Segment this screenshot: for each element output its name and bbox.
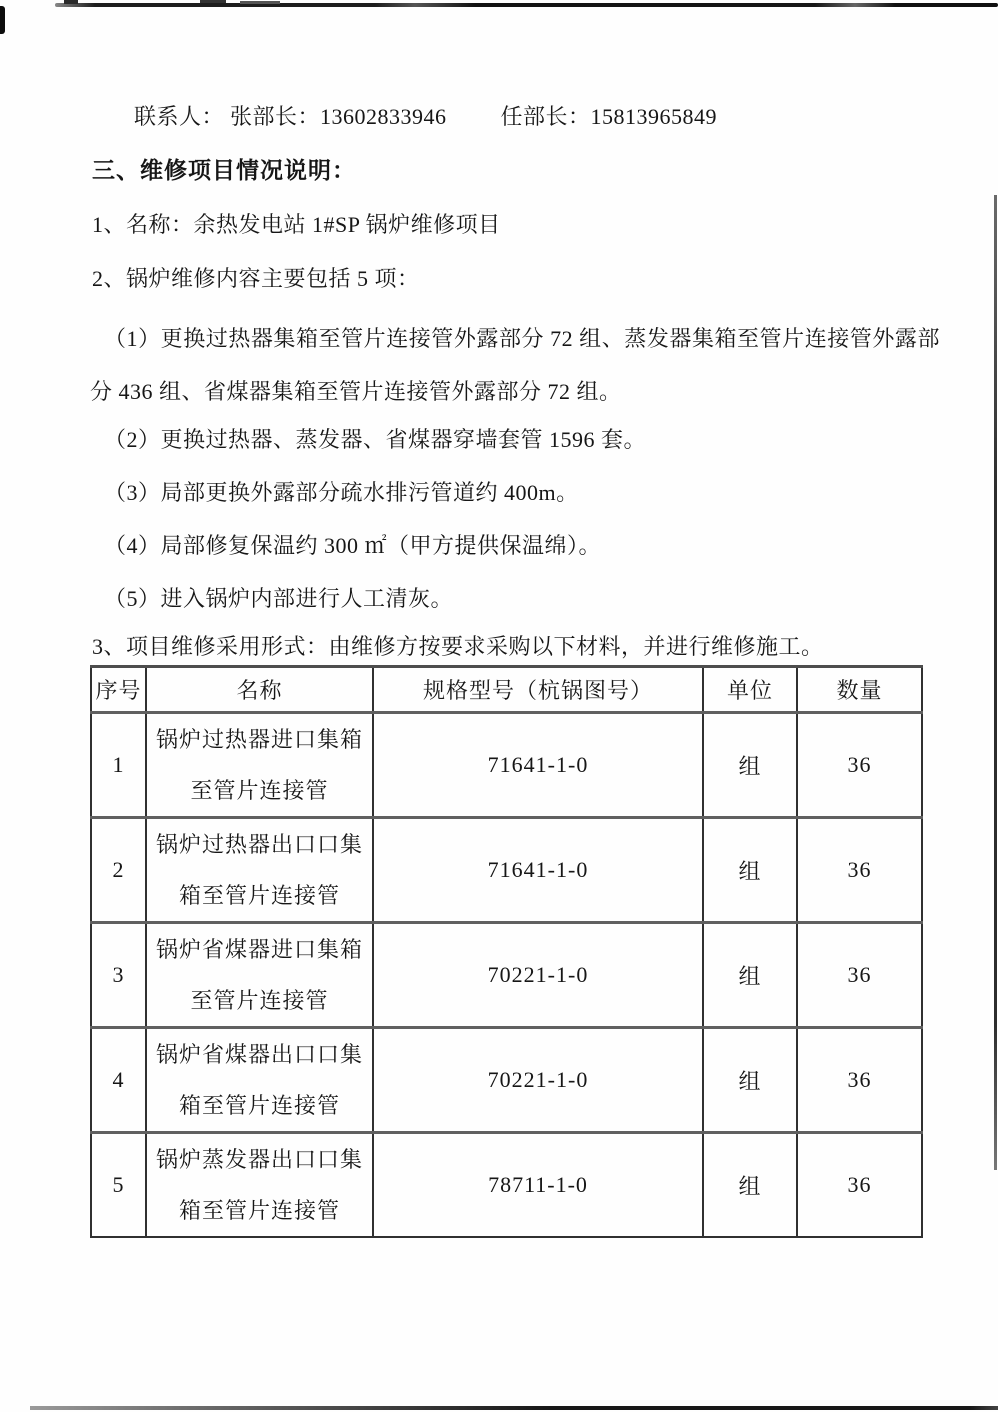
scan-artifact-left-blob <box>0 6 5 34</box>
cell-index: 5 <box>91 1133 146 1238</box>
col-header-spec: 规格型号（杭锅图号） <box>373 667 703 713</box>
cell-index: 3 <box>91 923 146 1028</box>
table-row <box>91 713 922 818</box>
materials-table-container <box>90 665 923 1238</box>
cell-spec: 78711-1-0 <box>373 1133 703 1238</box>
cell-name <box>146 923 373 1028</box>
contact-person-2: 任部长：15813965849 <box>500 104 718 129</box>
subitem-5: （5）进入锅炉内部进行人工清灰。 <box>104 586 454 611</box>
cell-name-text: 锅炉过热器进口集箱 至管片连接管 <box>155 727 363 803</box>
scan-artifact-top-tick <box>200 0 226 3</box>
cell-quantity: 36 <box>797 923 922 1028</box>
subitem-2: （2）更换过热器、蒸发器、省煤器穿墙套管 1596 套。 <box>104 427 647 452</box>
item-1-project-name: 1、名称：余热发电站 1#SP 锅炉维修项目 <box>92 212 501 237</box>
table-row <box>91 923 922 1028</box>
materials-table-head <box>91 667 922 713</box>
cell-spec: 71641-1-0 <box>373 713 703 818</box>
item-2-content-intro: 2、锅炉维修内容主要包括 5 项： <box>92 266 420 291</box>
cell-spec: 71641-1-0 <box>373 818 703 923</box>
cell-quantity: 36 <box>797 818 922 923</box>
cell-unit: 组 <box>703 1028 797 1133</box>
subitem-4: （4）局部修复保温约 300 ㎡（甲方提供保温绵）。 <box>104 533 602 558</box>
col-header-unit: 单位 <box>703 667 797 713</box>
cell-quantity: 36 <box>797 713 922 818</box>
table-row <box>91 1028 922 1133</box>
subitem-3: （3）局部更换外露部分疏水排污管道约 400m。 <box>104 480 579 505</box>
cell-unit: 组 <box>703 818 797 923</box>
cell-unit: 组 <box>703 713 797 818</box>
contact-line <box>134 100 717 131</box>
materials-table-body <box>91 713 922 1238</box>
col-header-quantity: 数量 <box>797 667 922 713</box>
cell-unit: 组 <box>703 923 797 1028</box>
cell-name <box>146 713 373 818</box>
cell-index: 2 <box>91 818 146 923</box>
cell-name <box>146 1133 373 1238</box>
subitem-1: （1）更换过热器集箱至管片连接管外露部分 72 组、蒸发器集箱至管片连接管外露部分 436 组、省煤器集箱至管片连接管外露部分 72 组。 <box>90 326 940 404</box>
cell-spec: 70221-1-0 <box>373 1028 703 1133</box>
scan-artifact-top-edge <box>55 3 998 7</box>
contact-label: 联系人： <box>134 104 225 129</box>
cell-spec: 70221-1-0 <box>373 923 703 1028</box>
scan-artifact-right-edge <box>994 195 997 1170</box>
cell-name-text: 锅炉省煤器出口口集 箱至管片连接管 <box>155 1042 363 1118</box>
header-row <box>91 667 922 713</box>
scan-artifact-top-tick <box>240 1 280 4</box>
table-row <box>91 818 922 923</box>
cell-unit: 组 <box>703 1133 797 1238</box>
scan-artifact-top-tick <box>64 0 78 4</box>
col-header-index: 序号 <box>91 667 146 713</box>
cell-name <box>146 1028 373 1133</box>
cell-index: 1 <box>91 713 146 818</box>
cell-name-text: 锅炉省煤器进口集箱 至管片连接管 <box>155 937 363 1013</box>
cell-name <box>146 818 373 923</box>
col-header-name: 名称 <box>146 667 373 713</box>
cell-name-text: 锅炉蒸发器出口口集 箱至管片连接管 <box>155 1147 363 1223</box>
section-heading: 三、维修项目情况说明： <box>92 158 356 183</box>
cell-index: 4 <box>91 1028 146 1133</box>
table-row <box>91 1133 922 1238</box>
scan-artifact-bottom-edge <box>30 1406 998 1410</box>
cell-name-text: 锅炉过热器出口口集 箱至管片连接管 <box>155 832 363 908</box>
materials-table <box>90 665 923 1238</box>
item-3-procurement-form: 3、项目维修采用形式：由维修方按要求采购以下材料，并进行维修施工。 <box>92 634 824 659</box>
contact-person-1: 张部长：13602833946 <box>230 104 447 129</box>
cell-quantity: 36 <box>797 1028 922 1133</box>
cell-quantity: 36 <box>797 1133 922 1238</box>
